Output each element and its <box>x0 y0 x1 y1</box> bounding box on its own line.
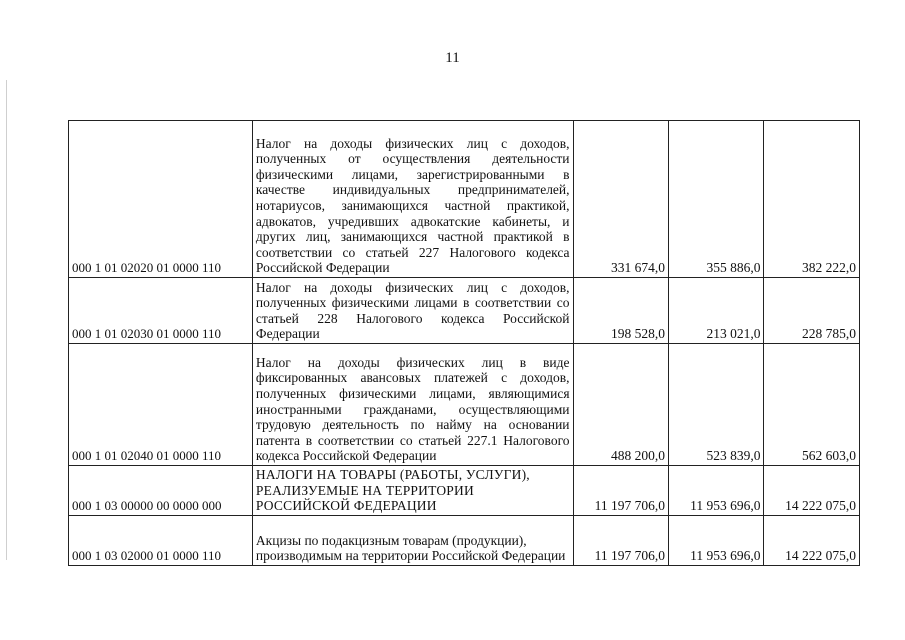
amount-year2-cell: 213 021,0 <box>669 278 764 344</box>
budget-code-cell: 000 1 03 02000 01 0000 110 <box>69 516 253 566</box>
revenue-name-cell: Акцизы по подакцизным товарам (продукции), производимым на территории Российской Федерации <box>252 516 573 566</box>
amount-year3-cell: 14 222 075,0 <box>764 516 860 566</box>
budget-code-cell: 000 1 01 02040 01 0000 110 <box>69 344 253 466</box>
revenue-name-cell <box>252 466 573 516</box>
amount-year1-cell: 11 197 706,0 <box>573 516 668 566</box>
amount-year1-cell: 11 197 706,0 <box>573 466 668 516</box>
table-row <box>69 516 860 566</box>
amount-year3-cell: 562 603,0 <box>764 344 860 466</box>
revenue-name-text: НАЛОГИ НА ТОВАРЫ (РАБОТЫ, УСЛУГИ), РЕАЛИЗУЕМЫЕ НА ТЕРРИТОРИИ РОССИЙСКОЙ ФЕДЕРАЦИИ <box>255 467 530 514</box>
scan-edge-mark <box>6 0 7 640</box>
amount-year1-cell: 488 200,0 <box>573 344 668 466</box>
budget-code-cell: 000 1 01 02020 01 0000 110 <box>69 121 253 278</box>
amount-year2-cell: 11 953 696,0 <box>669 516 764 566</box>
amount-year1-cell: 198 528,0 <box>573 278 668 344</box>
table-row <box>69 344 860 466</box>
table-row <box>69 466 860 516</box>
amount-year1-cell: 331 674,0 <box>573 121 668 278</box>
table-row <box>69 121 860 278</box>
page-number: 11 <box>445 50 460 66</box>
amount-year2-cell: 355 886,0 <box>669 121 764 278</box>
revenue-name-cell: Налог на доходы физических лиц в виде фиксированных авансовых платежей с доходов, полученных физическими лицами, являющимися иностранными гражданами, осуществляющими трудовую деятельность по найму на основании патента в соответствии со статьей 227.1 Налогового кодекса Российской Федерации <box>252 344 573 466</box>
budget-code-cell: 000 1 03 00000 00 0000 000 <box>69 466 253 516</box>
budget-revenue-table <box>68 120 860 566</box>
table-row <box>69 278 860 344</box>
amount-year3-cell: 228 785,0 <box>764 278 860 344</box>
revenue-name-cell: Налог на доходы физических лиц с доходов, полученных физическими лицами в соответствии со статьей 228 Налогового кодекса Российской Федерации <box>252 278 573 344</box>
amount-year3-cell: 382 222,0 <box>764 121 860 278</box>
budget-code-cell: 000 1 01 02030 01 0000 110 <box>69 278 253 344</box>
amount-year2-cell: 11 953 696,0 <box>669 466 764 516</box>
amount-year2-cell: 523 839,0 <box>669 344 764 466</box>
amount-year3-cell: 14 222 075,0 <box>764 466 860 516</box>
revenue-name-cell: Налог на доходы физических лиц с доходов, полученных от осуществления деятельности физическими лицами, зарегистрированными в качестве индивидуальных предпринимателей, нотариусов, занимающихся частной практикой, адвокатов, учредивших адвокатские кабинеты, и других лиц, занимающихся частной практикой в соответствии со статьей 227 Налогового кодекса Российской Федерации <box>252 121 573 278</box>
